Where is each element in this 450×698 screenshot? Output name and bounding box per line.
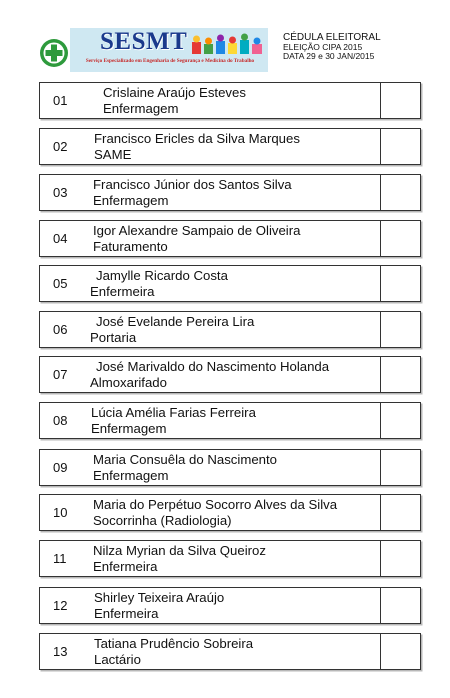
candidate-number: 01 bbox=[53, 93, 68, 108]
candidate-name: Crislaine Araújo Esteves bbox=[103, 85, 246, 100]
candidate-row bbox=[39, 587, 421, 624]
candidate-row bbox=[39, 220, 421, 257]
candidate-name: Nilza Myrian da Silva Queiroz bbox=[93, 543, 266, 558]
vote-checkbox[interactable] bbox=[380, 541, 420, 576]
sesmt-logo bbox=[70, 28, 268, 72]
candidate-row bbox=[39, 449, 421, 486]
candidate-row bbox=[39, 633, 421, 670]
vote-checkbox[interactable] bbox=[380, 312, 420, 347]
vote-checkbox[interactable] bbox=[380, 357, 420, 392]
candidate-row bbox=[39, 311, 421, 348]
candidate-department: Lactário bbox=[94, 652, 141, 667]
candidate-name: Igor Alexandre Sampaio de Oliveira bbox=[93, 223, 301, 238]
candidate-number: 04 bbox=[53, 231, 68, 246]
candidate-name: Francisco Ericles da Silva Marques bbox=[94, 131, 300, 146]
candidate-department: Socorrinha (Radiologia) bbox=[93, 513, 232, 528]
election-name: ELEIÇÃO CIPA 2015 bbox=[283, 42, 363, 52]
sesmt-logo-text: SESMT bbox=[100, 28, 188, 55]
vote-checkbox[interactable] bbox=[380, 175, 420, 210]
sesmt-logo-subtitle: Serviço Especializado em Engenharia de Segurança e Medicina do Trabalho bbox=[85, 58, 255, 64]
candidate-department: Enfermagem bbox=[91, 421, 167, 436]
candidate-department: Portaria bbox=[90, 330, 137, 345]
candidate-department: Enfermeira bbox=[94, 606, 159, 621]
candidate-name: Jamylle Ricardo Costa bbox=[96, 268, 228, 283]
candidate-number: 11 bbox=[53, 551, 67, 566]
candidate-number: 02 bbox=[53, 139, 68, 154]
vote-checkbox[interactable] bbox=[380, 495, 420, 530]
vote-checkbox[interactable] bbox=[380, 129, 420, 164]
candidate-row bbox=[39, 356, 421, 393]
candidate-department: Almoxarifado bbox=[90, 375, 167, 390]
candidate-number: 10 bbox=[53, 505, 68, 520]
candidate-department: Enfermeira bbox=[93, 559, 158, 574]
candidate-row bbox=[39, 402, 421, 439]
vote-checkbox[interactable] bbox=[380, 634, 420, 669]
candidate-row bbox=[39, 494, 421, 531]
candidate-number: 06 bbox=[53, 322, 68, 337]
candidate-name: Lúcia Amélia Farias Ferreira bbox=[91, 405, 256, 420]
vote-checkbox[interactable] bbox=[380, 403, 420, 438]
candidate-number: 03 bbox=[53, 185, 68, 200]
safety-cross-icon bbox=[39, 38, 69, 68]
candidate-number: 09 bbox=[53, 460, 68, 475]
ballot-header bbox=[0, 0, 450, 80]
candidate-name: José Evelande Pereira Lira bbox=[96, 314, 255, 329]
ballot-title: CÉDULA ELEITORAL bbox=[283, 32, 381, 43]
candidate-name: Maria Consuêla do Nascimento bbox=[93, 452, 277, 467]
candidate-row bbox=[39, 540, 421, 577]
candidate-department: Enfermeira bbox=[90, 284, 155, 299]
candidate-department: Faturamento bbox=[93, 239, 168, 254]
vote-checkbox[interactable] bbox=[380, 450, 420, 485]
candidate-number: 08 bbox=[53, 413, 68, 428]
candidate-department: SAME bbox=[94, 147, 132, 162]
candidate-department: Enfermagem bbox=[93, 193, 169, 208]
candidate-name: Maria do Perpétuo Socorro Alves da Silva bbox=[93, 497, 338, 512]
vote-checkbox[interactable] bbox=[380, 83, 420, 118]
ballot-info bbox=[283, 32, 381, 61]
candidate-department: Enfermagem bbox=[93, 468, 169, 483]
candidate-number: 12 bbox=[53, 598, 68, 613]
candidate-name: Francisco Júnior dos Santos Silva bbox=[93, 177, 292, 192]
vote-checkbox[interactable] bbox=[380, 266, 420, 301]
workers-illustration-icon bbox=[190, 32, 266, 58]
candidate-number: 13 bbox=[53, 644, 68, 659]
candidate-row bbox=[39, 174, 421, 211]
vote-checkbox[interactable] bbox=[380, 221, 420, 256]
candidate-number: 05 bbox=[53, 276, 68, 291]
candidate-name: Tatiana Prudêncio Sobreira bbox=[94, 636, 254, 651]
candidate-row bbox=[39, 265, 421, 302]
candidate-name: José Marivaldo do Nascimento Holanda bbox=[96, 359, 330, 374]
candidate-number: 07 bbox=[53, 367, 68, 382]
vote-checkbox[interactable] bbox=[380, 588, 420, 623]
candidate-department: Enfermagem bbox=[103, 101, 179, 116]
election-date: DATA 29 e 30 JAN/2015 bbox=[283, 51, 375, 61]
candidate-row bbox=[39, 128, 421, 165]
candidate-name: Shirley Teixeira Araújo bbox=[94, 590, 225, 605]
candidate-row bbox=[39, 82, 421, 119]
